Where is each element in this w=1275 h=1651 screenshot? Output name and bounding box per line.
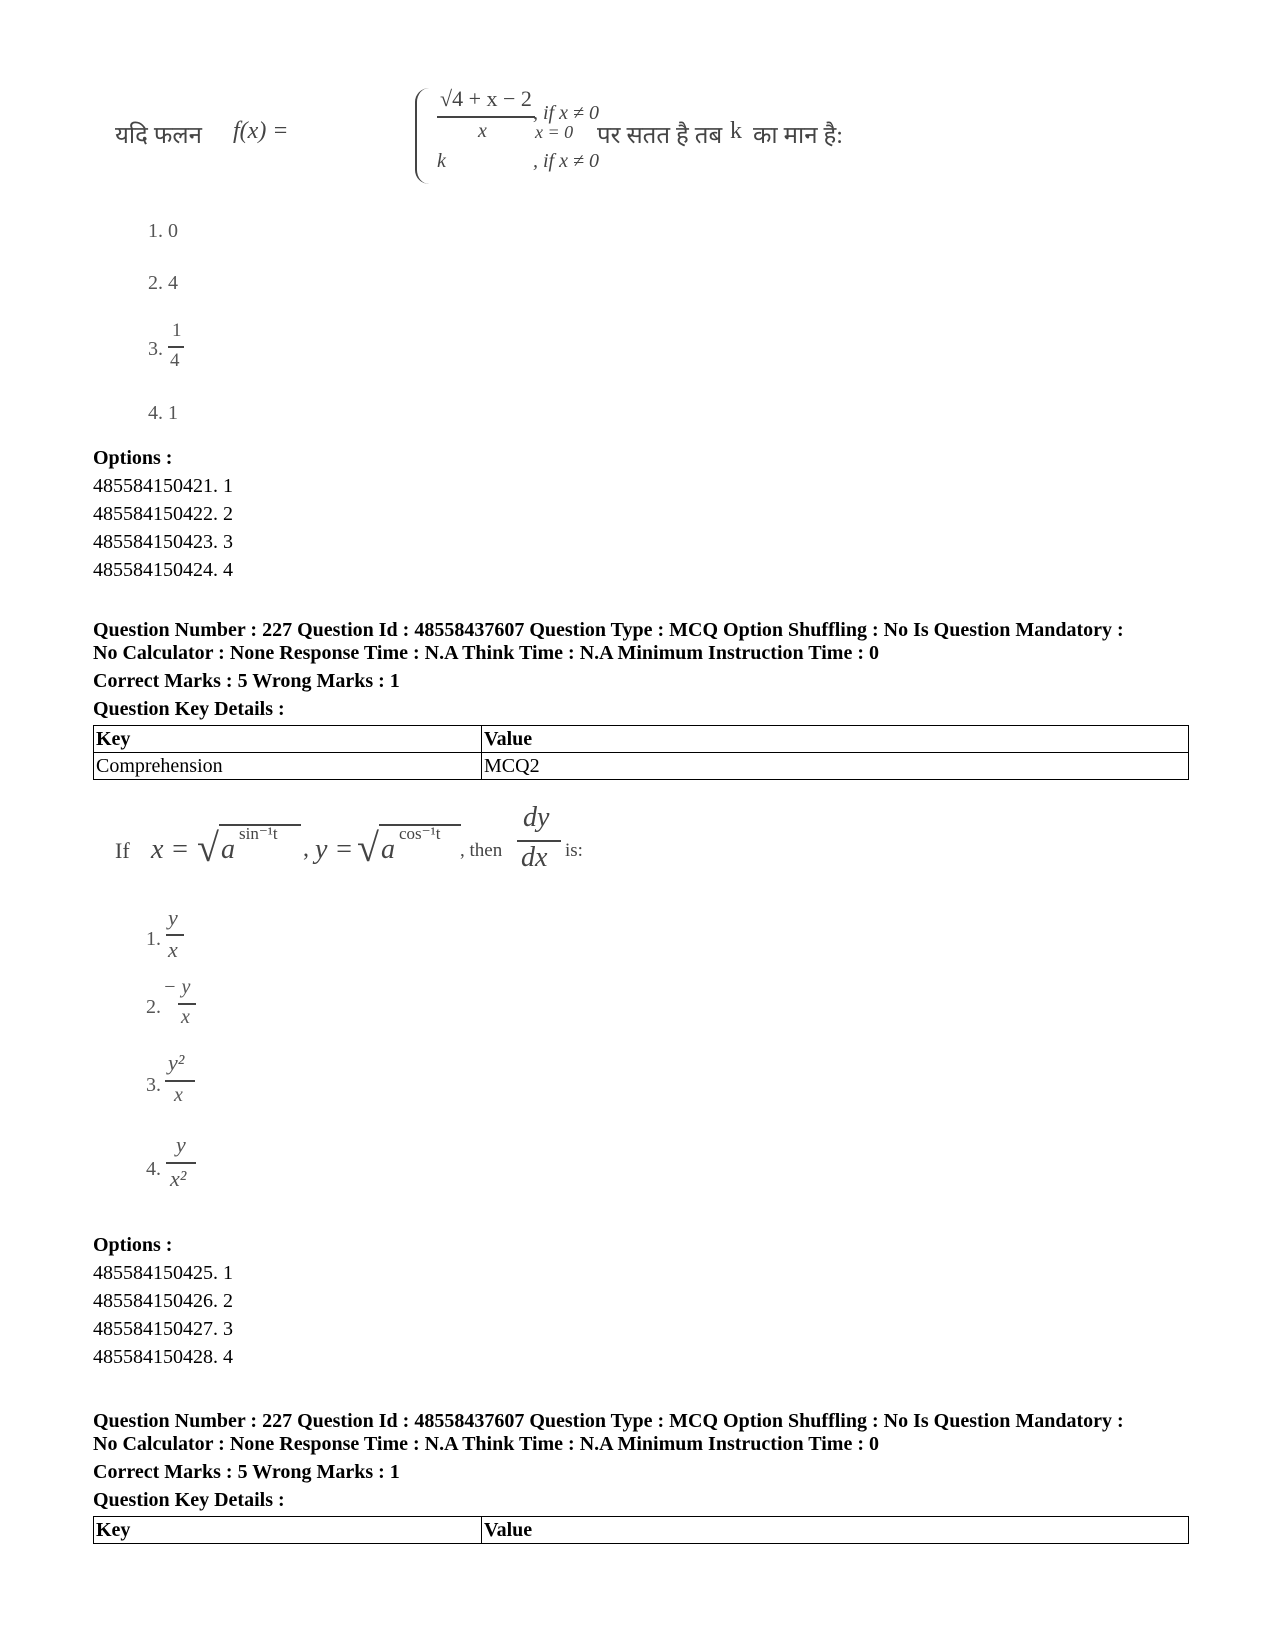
question-meta-line-1: Question Number : 227 Question Id : 48558437607 Question Type : MCQ Option Shuffling : No Is Question Mandatory : [93, 619, 1124, 641]
question-1-prefix: यदि फलन [115, 123, 202, 149]
sqrt-symbol-1: √ [197, 825, 219, 870]
choice-3-numerator: 1 [172, 320, 182, 341]
choice-label: 3. [148, 338, 163, 360]
option-row: 485584150423. 3 [93, 531, 233, 553]
sin-exponent: sin⁻¹t [239, 824, 278, 843]
question-1-function: f(x) = [233, 118, 289, 144]
key-value-table [93, 1516, 1189, 1544]
question-meta-line-2: No Calculator : None Response Time : N.A Think Time : N.A Minimum Instruction Time : 0 [93, 1433, 879, 1455]
value-header: Value [482, 726, 1189, 753]
choice-value: 4 [168, 272, 178, 294]
choice-1-numerator: y [168, 905, 178, 930]
question-key-details: Question Key Details : [93, 1489, 285, 1511]
option-row: 485584150422. 2 [93, 503, 233, 525]
case-1-numerator: √4 + x − 2 [440, 86, 532, 111]
base-a-1: a [221, 834, 235, 865]
question-1-tail: का मान है: [753, 123, 843, 149]
question-2-choice-2-label: 2. [146, 996, 161, 1018]
choice-2-denominator: x [181, 1006, 190, 1028]
options-2-heading: Options : [93, 1234, 173, 1256]
table-header-row [94, 1517, 1189, 1544]
base-a-2: a [381, 834, 395, 865]
case-1-denominator: x [478, 120, 487, 142]
question-marks: Correct Marks : 5 Wrong Marks : 1 [93, 670, 400, 692]
question-marks: Correct Marks : 5 Wrong Marks : 1 [93, 1461, 400, 1483]
sqrt-symbol-2: √ [357, 825, 379, 870]
continuity-point: x = 0 [535, 122, 574, 142]
derivative-denominator: dx [521, 842, 548, 873]
choice-3-denominator: 4 [170, 350, 180, 371]
options-1-heading: Options : [93, 447, 173, 469]
option-row: 485584150424. 4 [93, 559, 233, 581]
choice-2-fraction-bar [178, 1003, 196, 1005]
case-2-condition: , if x ≠ 0 [533, 150, 599, 172]
choice-3-fraction-bar [168, 346, 184, 348]
table-row [94, 753, 1189, 780]
question-1-image [115, 86, 875, 186]
question-meta-line-2: No Calculator : None Response Time : N.A Think Time : N.A Minimum Instruction Time : 0 [93, 642, 879, 664]
choice-1-denominator: x [168, 937, 178, 962]
question-2-image [115, 802, 635, 900]
question-1-k: k [730, 118, 742, 144]
value-header: Value [482, 1517, 1189, 1544]
choice-4-numerator: y [176, 1132, 186, 1157]
question-2-choice-3-label: 3. [146, 1074, 161, 1096]
choice-label: 2. [148, 272, 163, 294]
piecewise-brace [415, 88, 433, 184]
question-meta-line-1: Question Number : 227 Question Id : 48558437607 Question Type : MCQ Option Shuffling : No Is Question Mandatory : [93, 1410, 1124, 1432]
choice-value: 0 [168, 220, 178, 242]
question-2-if: If [115, 838, 130, 863]
option-row: 485584150421. 1 [93, 475, 233, 497]
case-1-condition: , if x ≠ 0 [533, 102, 599, 124]
derivative-numerator: dy [523, 802, 550, 833]
case-1-fraction-bar [437, 116, 535, 118]
cos-exponent: cos⁻¹t [399, 824, 441, 843]
key-header: Key [94, 726, 482, 753]
question-key-details: Question Key Details : [93, 698, 285, 720]
question-2-choice-1-label: 1. [146, 928, 161, 950]
is-text: is: [565, 840, 583, 861]
option-row: 485584150426. 2 [93, 1290, 233, 1312]
choice-value: 1 [168, 402, 178, 424]
option-row: 485584150428. 4 [93, 1346, 233, 1368]
key-cell: Comprehension [94, 753, 482, 780]
question-1-choice-3 [148, 338, 163, 361]
question-1-choice-1 [148, 220, 178, 243]
choice-label: 1. [148, 220, 163, 242]
choice-4-denominator: x² [170, 1166, 187, 1191]
comma: , [303, 836, 309, 862]
key-value-table [93, 725, 1189, 780]
question-1-choice-4 [148, 402, 178, 425]
option-row: 485584150425. 1 [93, 1262, 233, 1284]
table-header-row [94, 726, 1189, 753]
key-header: Key [94, 1517, 482, 1544]
choice-3-numerator: y² [168, 1050, 185, 1075]
choice-3-denominator: x [174, 1084, 183, 1106]
choice-4-fraction-bar [166, 1162, 196, 1164]
choice-1-fraction-bar [166, 934, 184, 936]
question-1-suffix: पर सतत है तब [597, 123, 723, 149]
choice-2-numerator: − y [163, 976, 191, 998]
choice-label: 4. [148, 402, 163, 424]
then-text: , then [460, 840, 503, 861]
question-1-choice-2 [148, 272, 178, 295]
value-cell: MCQ2 [482, 753, 1189, 780]
question-2-x-eq: x = [151, 834, 190, 865]
question-2-y-eq: y = [315, 834, 354, 865]
case-2-value: k [437, 150, 446, 172]
question-2-choice-4-label: 4. [146, 1158, 161, 1180]
choice-3-fraction-bar [165, 1080, 195, 1082]
option-row: 485584150427. 3 [93, 1318, 233, 1340]
